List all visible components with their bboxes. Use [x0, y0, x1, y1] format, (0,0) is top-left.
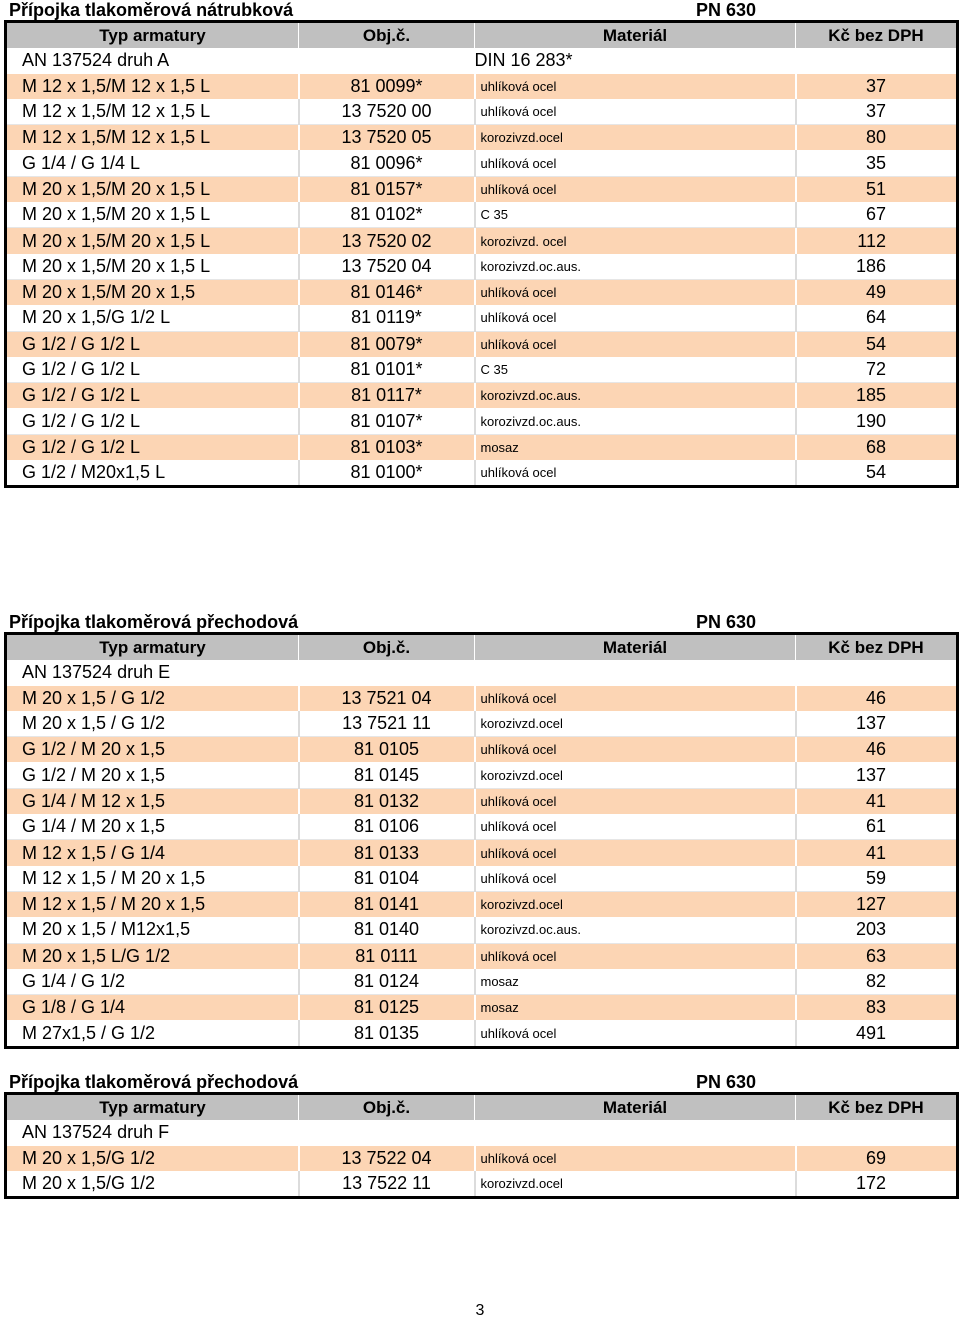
- cell-price: 64: [796, 305, 958, 331]
- cell-material: mosaz: [475, 434, 796, 460]
- cell-type: M 12 x 1,5 / M 20 x 1,5: [6, 866, 299, 892]
- cell-type: M 20 x 1,5/M 20 x 1,5 L: [6, 176, 299, 202]
- cell-order-no: 81 0103*: [299, 434, 475, 460]
- group-norm: DIN 16 283*: [475, 48, 796, 73]
- cell-material: uhlíková ocel: [475, 840, 796, 866]
- cell-type: G 1/4 / G 1/4 L: [6, 150, 299, 176]
- table-row: [6, 125, 958, 151]
- cell-material: uhlíková ocel: [475, 686, 796, 711]
- cell-price: 185: [796, 383, 958, 409]
- header-material: Materiál: [475, 22, 796, 49]
- cell-price: 186: [796, 254, 958, 280]
- cell-material: korozivzd.oc.aus.: [475, 383, 796, 409]
- cell-type: G 1/2 / G 1/2 L: [6, 357, 299, 383]
- cell-order-no: 81 0079*: [299, 331, 475, 357]
- cell-material: korozivzd.ocel: [475, 711, 796, 737]
- table-row: [6, 254, 958, 280]
- cell-order-no: 81 0135: [299, 1020, 475, 1047]
- cell-material: uhlíková ocel: [475, 814, 796, 840]
- table-row: [6, 917, 958, 943]
- cell-order-no: 13 7521 11: [299, 711, 475, 737]
- section-title: Přípojka tlakoměrová přechodová: [9, 612, 299, 632]
- cell-price: 61: [796, 814, 958, 840]
- cell-type: M 12 x 1,5 / G 1/4: [6, 840, 299, 866]
- cell-material: uhlíková ocel: [475, 305, 796, 331]
- pressure-rating: PN 630: [696, 0, 757, 20]
- table-header: [6, 1094, 958, 1121]
- cell-order-no: 81 0133: [299, 840, 475, 866]
- section-title: Přípojka tlakoměrová nátrubková: [9, 0, 294, 20]
- cell-order-no: 81 0132: [299, 788, 475, 814]
- table-row: [6, 305, 958, 331]
- cell-material: korozivzd.ocel: [475, 891, 796, 917]
- cell-type: M 20 x 1,5 / M12x1,5: [6, 917, 299, 943]
- group-name: AN 137524 druh A: [6, 48, 299, 73]
- cell-order-no: 13 7521 04: [299, 686, 475, 711]
- cell-order-no: 81 0125: [299, 995, 475, 1021]
- header-order-no: Obj.č.: [299, 1094, 475, 1121]
- cell-type: M 20 x 1,5 L/G 1/2: [6, 943, 299, 969]
- cell-type: M 20 x 1,5/M 20 x 1,5: [6, 279, 299, 305]
- cell-order-no: 81 0104: [299, 866, 475, 892]
- group-row: [6, 48, 958, 73]
- cell-material: korozivzd. ocel: [475, 228, 796, 254]
- cell-order-no: 81 0105: [299, 737, 475, 763]
- cell-type: G 1/4 / M 20 x 1,5: [6, 814, 299, 840]
- header-price: Kč bez DPH: [796, 634, 958, 661]
- cell-price: 203: [796, 917, 958, 943]
- cell-order-no: 81 0111: [299, 943, 475, 969]
- cell-type: M 20 x 1,5/M 20 x 1,5 L: [6, 228, 299, 254]
- cell-price: 63: [796, 943, 958, 969]
- cell-material: uhlíková ocel: [475, 460, 796, 487]
- cell-order-no: 81 0141: [299, 891, 475, 917]
- table-row: [6, 686, 958, 711]
- header-type: Typ armatury: [6, 22, 299, 49]
- table-row: [6, 1146, 958, 1171]
- cell-type: M 20 x 1,5/M 20 x 1,5 L: [6, 254, 299, 280]
- table-row: [6, 331, 958, 357]
- cell-order-no: 13 7520 02: [299, 228, 475, 254]
- header-order-no: Obj.č.: [299, 22, 475, 49]
- cell-material: uhlíková ocel: [475, 737, 796, 763]
- cell-order-no: 13 7520 05: [299, 125, 475, 151]
- cell-price: 172: [796, 1171, 958, 1198]
- cell-material: uhlíková ocel: [475, 99, 796, 125]
- cell-material: uhlíková ocel: [475, 943, 796, 969]
- cell-order-no: 13 7520 00: [299, 99, 475, 125]
- cell-type: G 1/2 / G 1/2 L: [6, 383, 299, 409]
- cell-order-no: 13 7522 11: [299, 1171, 475, 1198]
- cell-type: M 20 x 1,5/G 1/2: [6, 1171, 299, 1198]
- cell-material: korozivzd.oc.aus.: [475, 254, 796, 280]
- cell-material: uhlíková ocel: [475, 150, 796, 176]
- header-material: Materiál: [475, 1094, 796, 1121]
- cell-price: 59: [796, 866, 958, 892]
- group-row: [6, 660, 958, 685]
- cell-price: 54: [796, 460, 958, 487]
- cell-type: G 1/4 / G 1/2: [6, 969, 299, 995]
- cell-type: M 20 x 1,5 / G 1/2: [6, 686, 299, 711]
- pressure-rating: PN 630: [696, 1072, 757, 1092]
- table-row: [6, 460, 958, 487]
- header-price: Kč bez DPH: [796, 1094, 958, 1121]
- page-number: 3: [475, 1302, 485, 1319]
- cell-price: 190: [796, 408, 958, 434]
- cell-order-no: 81 0102*: [299, 202, 475, 228]
- cell-material: uhlíková ocel: [475, 1020, 796, 1047]
- cell-material: korozivzd.ocel: [475, 125, 796, 151]
- cell-material: korozivzd.ocel: [475, 1171, 796, 1198]
- table-row: [6, 788, 958, 814]
- group-name: AN 137524 druh F: [6, 1120, 299, 1145]
- cell-order-no: 81 0099*: [299, 74, 475, 99]
- cell-order-no: 81 0096*: [299, 150, 475, 176]
- cell-type: G 1/8 / G 1/4: [6, 995, 299, 1021]
- cell-price: 137: [796, 762, 958, 788]
- price-table: [4, 632, 959, 1049]
- cell-order-no: 81 0107*: [299, 408, 475, 434]
- cell-order-no: 81 0146*: [299, 279, 475, 305]
- cell-order-no: 81 0101*: [299, 357, 475, 383]
- cell-price: 54: [796, 331, 958, 357]
- cell-type: G 1/2 / M20x1,5 L: [6, 460, 299, 487]
- cell-material: korozivzd.ocel: [475, 762, 796, 788]
- cell-material: uhlíková ocel: [475, 74, 796, 99]
- cell-material: uhlíková ocel: [475, 331, 796, 357]
- cell-type: G 1/2 / M 20 x 1,5: [6, 762, 299, 788]
- cell-order-no: 81 0100*: [299, 460, 475, 487]
- cell-price: 491: [796, 1020, 958, 1047]
- cell-material: uhlíková ocel: [475, 866, 796, 892]
- cell-type: G 1/2 / G 1/2 L: [6, 331, 299, 357]
- group-row: [6, 1120, 958, 1145]
- table-header: [6, 634, 958, 661]
- table-row: [6, 99, 958, 125]
- cell-type: M 20 x 1,5/G 1/2: [6, 1146, 299, 1171]
- cell-material: uhlíková ocel: [475, 788, 796, 814]
- table-row: [6, 176, 958, 202]
- table-row: [6, 711, 958, 737]
- table-row: [6, 762, 958, 788]
- cell-price: 80: [796, 125, 958, 151]
- table-row: [6, 1020, 958, 1047]
- group-name: AN 137524 druh E: [6, 660, 299, 685]
- cell-order-no: 13 7522 04: [299, 1146, 475, 1171]
- cell-price: 82: [796, 969, 958, 995]
- cell-type: M 12 x 1,5/M 12 x 1,5 L: [6, 99, 299, 125]
- cell-order-no: 81 0119*: [299, 305, 475, 331]
- cell-material: korozivzd.oc.aus.: [475, 917, 796, 943]
- cell-material: uhlíková ocel: [475, 1146, 796, 1171]
- cell-order-no: 81 0145: [299, 762, 475, 788]
- table-row: [6, 383, 958, 409]
- cell-type: M 20 x 1,5 / G 1/2: [6, 711, 299, 737]
- cell-order-no: 81 0106: [299, 814, 475, 840]
- table-row: [6, 357, 958, 383]
- cell-price: 83: [796, 995, 958, 1021]
- cell-price: 67: [796, 202, 958, 228]
- table-row: [6, 969, 958, 995]
- cell-type: M 20 x 1,5/G 1/2 L: [6, 305, 299, 331]
- table-row: [6, 1171, 958, 1198]
- cell-type: G 1/2 / G 1/2 L: [6, 408, 299, 434]
- cell-price: 46: [796, 686, 958, 711]
- table-row: [6, 74, 958, 99]
- cell-price: 41: [796, 840, 958, 866]
- table-row: [6, 737, 958, 763]
- pressure-rating: PN 630: [696, 612, 757, 632]
- cell-type: M 12 x 1,5/M 12 x 1,5 L: [6, 125, 299, 151]
- cell-type: G 1/2 / M 20 x 1,5: [6, 737, 299, 763]
- price-table: [4, 20, 959, 488]
- header-price: Kč bez DPH: [796, 22, 958, 49]
- header-order-no: Obj.č.: [299, 634, 475, 661]
- cell-price: 37: [796, 99, 958, 125]
- table-row: [6, 814, 958, 840]
- cell-order-no: 81 0124: [299, 969, 475, 995]
- price-table: [4, 1092, 959, 1199]
- cell-material: korozivzd.oc.aus.: [475, 408, 796, 434]
- table-header: [6, 22, 958, 49]
- cell-price: 41: [796, 788, 958, 814]
- cell-order-no: 13 7520 04: [299, 254, 475, 280]
- cell-material: mosaz: [475, 969, 796, 995]
- cell-price: 112: [796, 228, 958, 254]
- table-row: [6, 434, 958, 460]
- cell-price: 69: [796, 1146, 958, 1171]
- table-row: [6, 866, 958, 892]
- cell-material: C 35: [475, 357, 796, 383]
- cell-type: M 27x1,5 / G 1/2: [6, 1020, 299, 1047]
- header-type: Typ armatury: [6, 1094, 299, 1121]
- table-row: [6, 408, 958, 434]
- cell-price: 49: [796, 279, 958, 305]
- cell-type: M 20 x 1,5/M 20 x 1,5 L: [6, 202, 299, 228]
- cell-order-no: 81 0157*: [299, 176, 475, 202]
- cell-price: 46: [796, 737, 958, 763]
- cell-material: uhlíková ocel: [475, 176, 796, 202]
- cell-material: mosaz: [475, 995, 796, 1021]
- table-row: [6, 943, 958, 969]
- section-title: Přípojka tlakoměrová přechodová: [9, 1072, 299, 1092]
- cell-type: M 12 x 1,5/M 12 x 1,5 L: [6, 74, 299, 99]
- table-row: [6, 150, 958, 176]
- cell-price: 37: [796, 74, 958, 99]
- header-type: Typ armatury: [6, 634, 299, 661]
- table-row: [6, 279, 958, 305]
- cell-price: 127: [796, 891, 958, 917]
- cell-material: C 35: [475, 202, 796, 228]
- cell-order-no: 81 0140: [299, 917, 475, 943]
- cell-type: G 1/4 / M 12 x 1,5: [6, 788, 299, 814]
- cell-type: M 12 x 1,5 / M 20 x 1,5: [6, 891, 299, 917]
- header-material: Materiál: [475, 634, 796, 661]
- cell-order-no: 81 0117*: [299, 383, 475, 409]
- table-row: [6, 228, 958, 254]
- cell-price: 72: [796, 357, 958, 383]
- cell-material: uhlíková ocel: [475, 279, 796, 305]
- table-row: [6, 995, 958, 1021]
- table-row: [6, 891, 958, 917]
- cell-type: G 1/2 / G 1/2 L: [6, 434, 299, 460]
- cell-price: 35: [796, 150, 958, 176]
- table-row: [6, 840, 958, 866]
- cell-price: 51: [796, 176, 958, 202]
- cell-price: 137: [796, 711, 958, 737]
- table-row: [6, 202, 958, 228]
- cell-price: 68: [796, 434, 958, 460]
